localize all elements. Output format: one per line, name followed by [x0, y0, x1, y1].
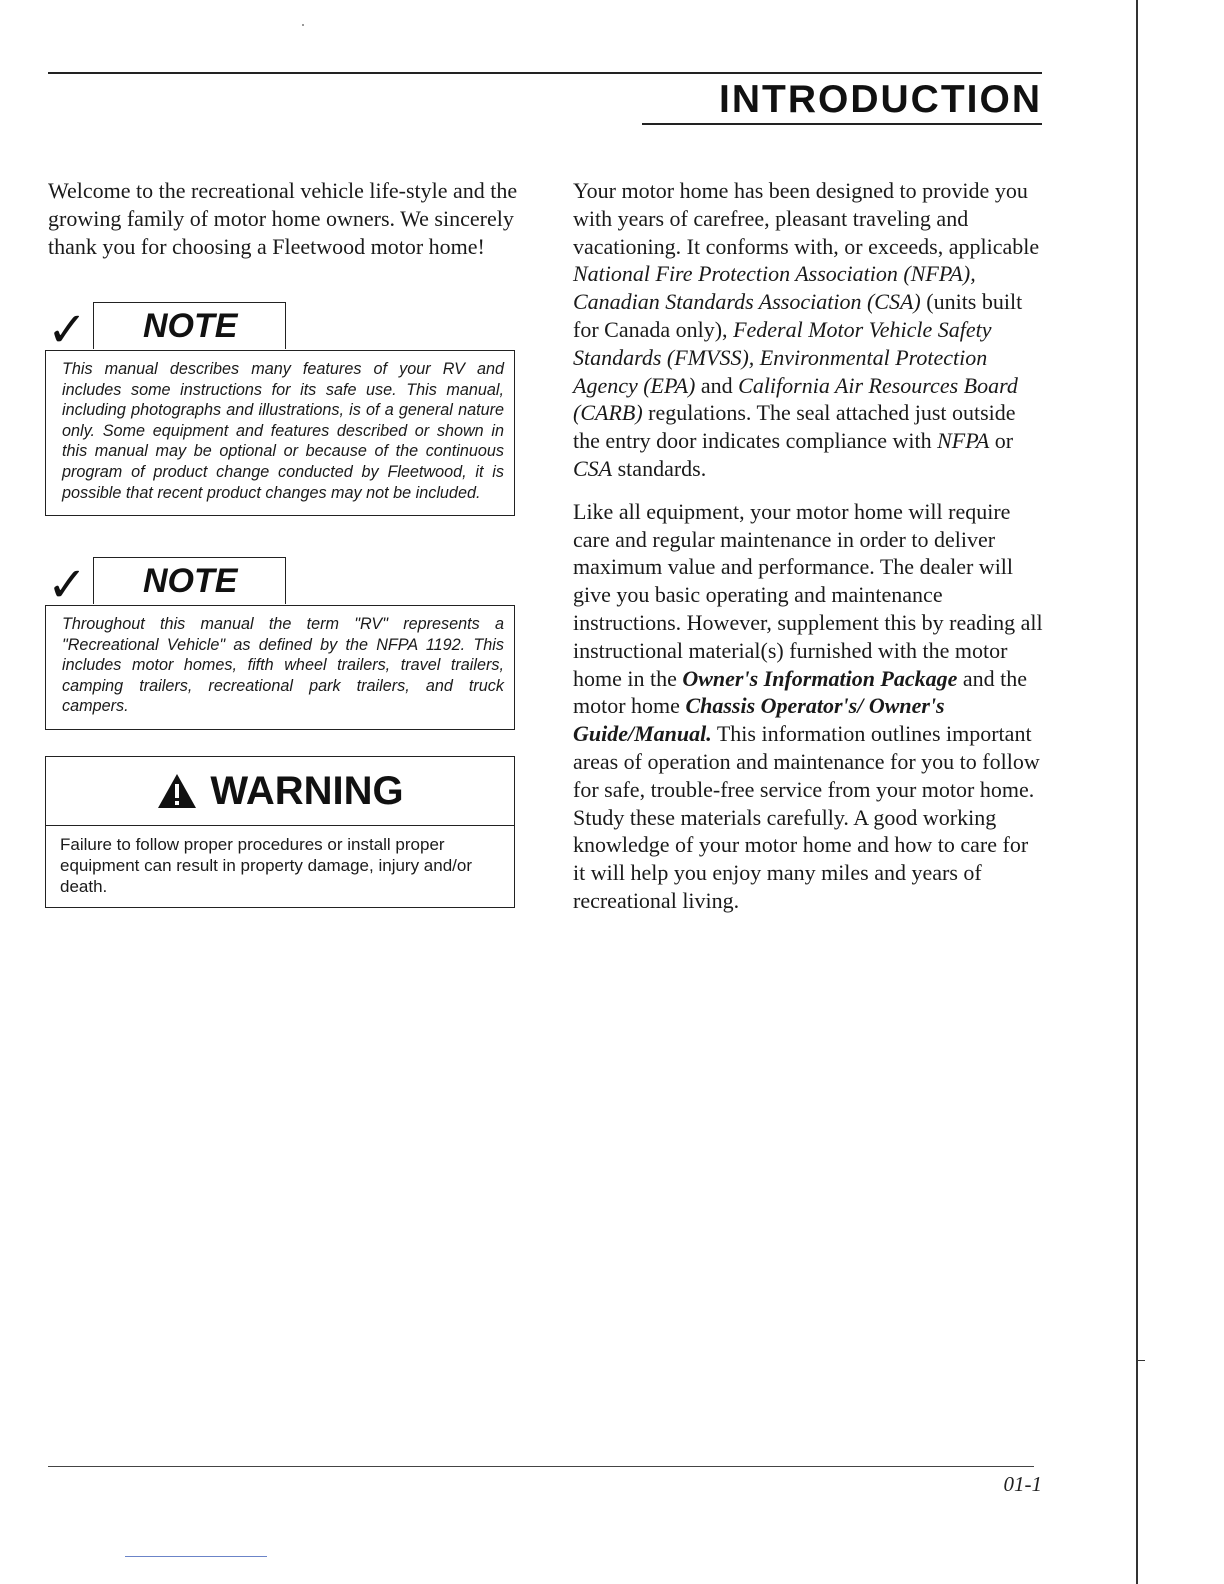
text-run: or	[989, 428, 1014, 454]
checkmark-icon: ✓	[47, 302, 88, 358]
page-number: 01-1	[1003, 1472, 1042, 1496]
note-text: This manual describes many features of your RV and includes some instructions for its safe use. This manual, including photographs and illustrations, is of a general nature only. Some equipment and features described or shown in this manual may be optional or because of the continuous program of product change conducted by Fleetwood, it is possible that recent product changes may not be included.	[45, 350, 515, 516]
italic-run: NFPA	[937, 428, 990, 454]
header-rule	[48, 72, 1042, 74]
scan-speck	[302, 24, 304, 26]
checkmark-icon: ✓	[47, 557, 88, 613]
note-header	[45, 302, 515, 358]
text-run: and the motor home	[573, 665, 1028, 719]
italic-run: CSA	[573, 455, 613, 481]
right-column	[573, 177, 1045, 915]
bold-italic-run: Chassis Operator's/ Owner's Guide/Manual.	[573, 693, 945, 747]
text-run: (units built for Canada only),	[573, 289, 1023, 342]
text-run: and	[695, 372, 739, 398]
warning-header	[46, 757, 514, 826]
footer-rule	[48, 1466, 1034, 1467]
note-label: NOTE	[143, 307, 238, 345]
text-run: standards.	[612, 455, 707, 481]
bold-italic-run: Owner's Information Package	[682, 665, 958, 691]
compliance-paragraph	[573, 177, 1045, 483]
warning-text: Failure to follow proper procedures or install proper equipment can result in property damage, injury and/or death.	[60, 835, 473, 896]
note-text: Throughout this manual the term "RV" represents a "Recreational Vehicle" as defined by the NFPA 1192. This includes motor homes, fifth wheel trailers, travel trailers, camping trailers, recreational park trailers, and truck campers.	[45, 605, 515, 730]
text-run: regulations. The seal attached just outside the entry door indicates compliance with	[573, 400, 1016, 454]
title-underline	[642, 123, 1042, 125]
note-box-1	[45, 302, 515, 516]
left-column	[48, 177, 518, 260]
note-label: NOTE	[143, 562, 238, 600]
italic-run: National Fire Protection Association (NFPA), Canadian Standards Association (CSA)	[573, 261, 976, 315]
maintenance-paragraph	[573, 498, 1045, 915]
warning-triangle-icon	[156, 772, 198, 810]
page-edge-tick	[1137, 1360, 1145, 1361]
italic-run: California Air Resources Board (CARB)	[573, 372, 1018, 426]
page-edge-line	[1136, 0, 1138, 1584]
italic-run: Federal Motor Vehicle Safety Standards (FMVSS), Environmental Protection Agency (EPA)	[573, 316, 992, 398]
warning-label: WARNING	[210, 768, 404, 813]
page-title: INTRODUCTION	[719, 78, 1042, 121]
text-run: Like all equipment, your motor home will require care and regular maintenance in order to deliver maximum value and performance. The dealer will give you basic operating and maintenance instructions. However, supplement this by reading all instructional material(s) furnished with the motor home in the	[573, 498, 1043, 691]
note-header	[45, 557, 515, 613]
warning-box	[45, 756, 515, 908]
note-box-2	[45, 557, 515, 730]
footer-link-line	[125, 1556, 267, 1557]
text-run: This information outlines important areas of operation and maintenance for you to follow for safe, trouble-free service from your motor home. Study these materials carefully. A good working knowledge of your motor home and how to care for it will help you enjoy many miles and years of recreational living.	[573, 721, 1040, 913]
welcome-paragraph: Welcome to the recreational vehicle life-style and the growing family of motor home owners. We sincerely thank you for choosing a Fleetwood motor home!	[48, 178, 518, 259]
text-run: Your motor home has been designed to provide you with years of carefree, pleasant traveling and vacationing. It conforms with, or exceeds, applicable	[573, 178, 1040, 259]
